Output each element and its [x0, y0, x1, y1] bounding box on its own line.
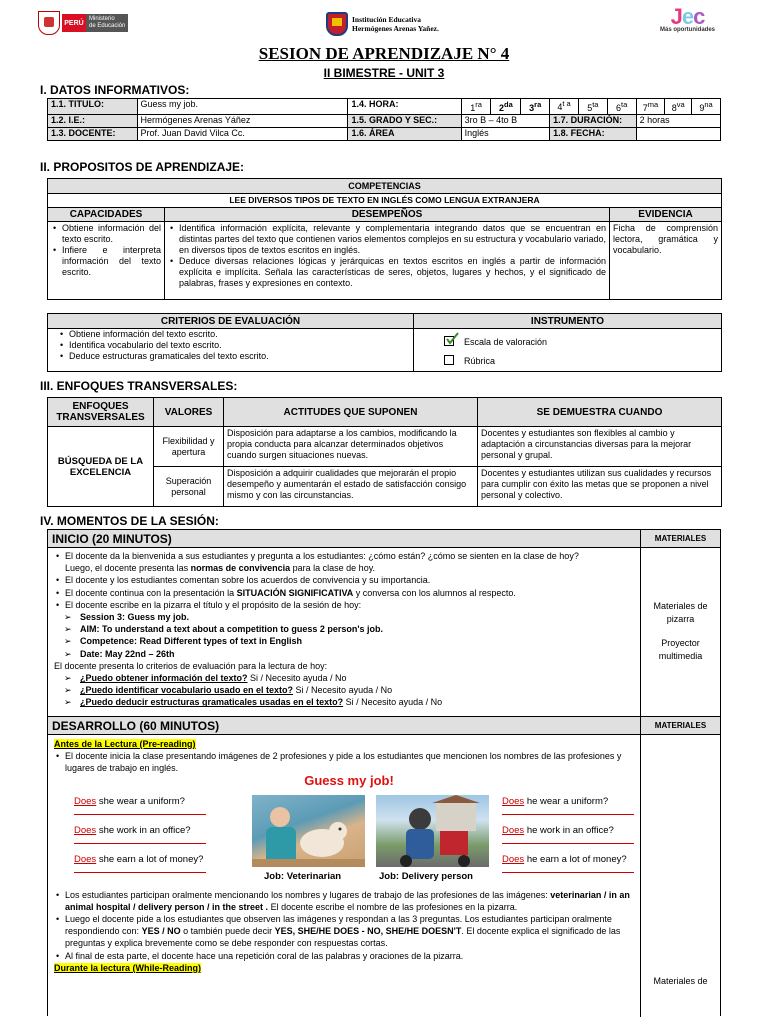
minedu-logo: [38, 10, 138, 36]
area-value: Inglés: [461, 128, 549, 141]
docente-label: 1.3. DOCENTE:: [48, 128, 138, 141]
peru-label: PERÚ: [62, 14, 86, 32]
docente-value: Prof. Juan David Vilca Cc.: [137, 128, 348, 141]
section-momentos-heading: IV. MOMENTOS DE LA SESIÓN:: [40, 514, 219, 528]
hora-cell: $3^{ra}$: [521, 99, 550, 115]
criterio-question: ➢ ¿Puedo obtener información del texto? Si / Necesito ayuda / No: [54, 672, 634, 684]
list-item: • Infiere e interpreta información del texto escrito.: [51, 245, 161, 278]
caption-veterinarian: Job: Veterinarian: [264, 870, 342, 882]
competencias-header: COMPETENCIAS: [48, 179, 722, 194]
enfoques-table: [47, 397, 722, 507]
criterios-header: CRITERIOS DE EVALUACIÓN: [48, 314, 414, 329]
inicio-content: [48, 548, 641, 716]
material-item: Materiales de: [653, 976, 708, 986]
caption-delivery: Job: Delivery person: [379, 870, 473, 882]
desarrollo-box: [47, 716, 721, 1016]
hora-cell: $8^{va}$: [665, 99, 692, 115]
jec-logo: Jec Más oportunidades: [660, 4, 716, 33]
criterio-question: ➢ ¿Puedo deducir estructuras gramaticales usadas en el texto? Si / Necesito ayuda / No: [54, 696, 634, 708]
actitud-cell: Disposición para adaptarse a los cambios, modificando la propia conducta para alcanzar determinados objetivos cuando surgen situaciones nuevas.: [224, 427, 478, 467]
materiales-header: MATERIALES: [654, 534, 707, 543]
materiales-header: MATERIALES: [654, 721, 707, 730]
criterios-cell: [48, 329, 414, 372]
hora-cell: $6^{ta}$: [607, 99, 636, 115]
desempenos-header: DESEMPEÑOS: [165, 208, 610, 222]
purpose-item: ➢ AIM: To understand a text about a competition to guess 2 person's job.: [54, 623, 634, 635]
duracion-value: 2 horas: [636, 115, 720, 128]
instrumento-header: INSTRUMENTO: [414, 314, 722, 329]
list-item: • Identifica información explícita, relevante y complementaria integrando datos que se encuentran en distintas partes del texto que contienen varios elementos complejos en su estructura y vocabulario variado, en diversos tipos de textos escritos en inglés.: [168, 223, 606, 256]
purpose-item: ➢ Competence: Read Different types of text in English: [54, 635, 634, 647]
question-left: Does she earn a lot of money?: [74, 854, 203, 866]
demuestra-header: SE DEMUESTRA CUANDO: [478, 398, 722, 427]
checkbox-checked-icon[interactable]: [444, 336, 454, 346]
list-item: • El docente inicia la clase presentando imágenes de 2 profesiones y pide a los estudiantes que mencionen los nombres de las profesiones y lugares de trabajo en inglés.: [54, 750, 634, 774]
hora-cell: $5^{ta}$: [578, 99, 607, 115]
list-item: • El docente continua con la presentación la SITUACIÓN SIGNIFICATIVA y conversa con los alumnos al respecto.: [54, 587, 634, 599]
datos-informativos-table: [47, 98, 721, 141]
instrument-option[interactable]: [444, 352, 721, 371]
valor-cell: Superación personal: [154, 467, 224, 507]
question-left: Does she work in an office?: [74, 825, 191, 837]
list-item: • Luego el docente pide a los estudiantes que observen las imágenes y respondan a las 3 preguntas. Los estudiantes participan oralmente respondiendo con: YES / NO o también puede decir YES, SHE/HE DOES - NO, SHE/HE DOESN'T. El docente explica el significado de las preguntas y explica brevemente como se debe responder con respuestas cortas.: [54, 913, 634, 950]
list-item: • Al final de esta parte, el docente hace una repetición coral de las palabras y oraciones de la pizarra.: [54, 950, 634, 962]
antes-label: Antes de la Lectura (Pre-reading): [54, 739, 196, 749]
valor-cell: Flexibilidad y apertura: [154, 427, 224, 467]
evidencia-header: EVIDENCIA: [610, 208, 722, 222]
peru-coat-of-arms-icon: [38, 11, 60, 35]
durante-label: Durante la lectura (While-Reading): [54, 962, 202, 973]
criterio-question: ➢ ¿Puedo identificar vocabulario usado en el texto? Si / Necesito ayuda / No: [54, 684, 634, 696]
section-enfoques-heading: III. ENFOQUES TRANSVERSALES:: [40, 379, 238, 393]
instrumento-cell: [414, 329, 722, 372]
titulo-label: 1.1. TITULO:: [48, 99, 138, 115]
demuestra-cell: Docentes y estudiantes utilizan sus cualidades y recursos para cumplir con éxito las metas que se proponen a nivel personal y colectivo.: [478, 467, 722, 507]
desarrollo-materiales: [641, 735, 720, 1017]
question-right: Does he work in an office?: [502, 825, 614, 837]
hora-label: 1.4. HORA:: [348, 99, 461, 115]
competencia-text: LEE DIVERSOS TIPOS DE TEXTO EN INGLÉS COMO LENGUA EXTRANJERA: [48, 194, 722, 208]
section-propositos-heading: II. PROPOSITOS DE APRENDIZAJE:: [40, 160, 245, 174]
criterios-intro: El docente presenta lo criterios de evaluación para la lectura de hoy:: [54, 660, 328, 671]
demuestra-cell: Docentes y estudiantes son flexibles al cambio y adaptación a circunstancias diversas para la mejorar personal y grupal.: [478, 427, 722, 467]
purpose-item: ➢ Session 3: Guess my job.: [54, 611, 634, 623]
ministry-label: Ministerio de Educación: [86, 14, 128, 32]
material-item: Materiales de pizarra: [653, 601, 708, 624]
ie-value: Hermógenes Arenas Yáñez: [137, 115, 348, 128]
list-item: • Obtiene información del texto escrito.: [51, 223, 161, 245]
school-crest-icon: [326, 12, 348, 36]
inicio-materiales: [641, 548, 720, 716]
school-header: [326, 12, 439, 36]
school-line-1: Institución Educativa: [352, 15, 421, 24]
jec-tagline: Más oportunidades: [660, 27, 716, 33]
section-datos-heading: I. DATOS INFORMATIVOS:: [40, 83, 190, 97]
hora-cell: $4^{t a}$: [550, 99, 579, 115]
list-item: • Obtiene información del texto escrito.: [58, 329, 410, 340]
guess-title: Guess my job!: [304, 772, 394, 788]
purpose-item: ➢ Date: May 22nd – 26th: [54, 648, 634, 660]
list-item: • El docente da la bienvenida a sus estudiantes y pregunta a los estudiantes: ¿cómo están? ¿cómo se sienten en la clase de hoy? Luego, el docente presenta las normas de convivencia para la clase de hoy.: [54, 550, 634, 574]
list-item: • Identifica vocabulario del texto escrito.: [58, 340, 410, 351]
enfoques-header: ENFOQUES TRANSVERSALES: [48, 398, 154, 427]
instrument-label: Rúbrica: [464, 356, 496, 366]
inicio-heading: INICIO (20 MINUTOS): [48, 530, 641, 547]
instrument-label: Escala de valoración: [464, 337, 548, 347]
duracion-label: 1.7. DURACIÓN:: [550, 115, 636, 128]
capacidades-header: CAPACIDADES: [48, 208, 165, 222]
hora-cell: $7^{ma}$: [636, 99, 665, 115]
checkbox-icon[interactable]: [444, 355, 454, 365]
material-item: Proyector multimedia: [658, 638, 703, 661]
list-item: • Deduce estructuras gramaticales del texto escrito.: [58, 351, 410, 362]
inicio-box: [47, 529, 721, 717]
instrument-option[interactable]: [444, 333, 721, 352]
hora-cell: $1^{ra}$: [461, 99, 491, 115]
fecha-label: 1.8. FECHA:: [550, 128, 636, 141]
desarrollo-heading: DESARROLLO (60 MINUTOS): [48, 717, 641, 734]
hora-cell: $2^{da}$: [491, 99, 521, 115]
propositos-table: [47, 178, 722, 300]
list-item: • Los estudiantes participan oralmente mencionando los nombres y lugares de trabajo de las profesiones de las imágenes: veterinarian / in an animal hospital / delivery person / in the street . El docente escribe el nombre de las profesiones en la pizarra.: [54, 889, 634, 913]
area-label: 1.6. ÁREA: [348, 128, 461, 141]
school-line-2: Hermógenes Arenas Yañez.: [352, 24, 439, 33]
veterinarian-image: [252, 795, 365, 867]
capacidades-cell: [48, 222, 165, 300]
valores-header: VALORES: [154, 398, 224, 427]
delivery-person-image: [376, 795, 489, 867]
actitud-cell: Disposición a adquirir cualidades que mejorarán el propio desempeño y aumentarán el estado de satisfacción consigo mismo y con las circunstancias.: [224, 467, 478, 507]
page-subtitle: II BIMESTRE - UNIT 3: [323, 66, 445, 80]
criterios-table: [47, 313, 722, 372]
ie-label: 1.2. I.E.:: [48, 115, 138, 128]
fecha-value: [636, 128, 720, 141]
list-item: • El docente escribe en la pizarra el título y el propósito de la sesión de hoy:: [54, 599, 634, 611]
question-left: Does she wear a uniform?: [74, 796, 185, 808]
grado-label: 1.5. GRADO Y SEC.:: [348, 115, 461, 128]
list-item: • Deduce diversas relaciones lógicas y jerárquicas en textos escritos en inglés a partir de información explícita e implícita. Señala las características de seres, objetos, lugares y hechos, y el significado de palabras, frases y expresiones en contexto.: [168, 256, 606, 289]
page-title: SESION DE APRENDIZAJE N° 4: [258, 44, 510, 63]
titulo-value: Guess my job.: [137, 99, 348, 115]
actitudes-header: ACTITUDES QUE SUPONEN: [224, 398, 478, 427]
question-right: Does he earn a lot of money?: [502, 854, 627, 866]
list-item: • El docente y los estudiantes comentan sobre los acuerdos de convivencia y su importancia.: [54, 574, 634, 586]
hora-cell: $9^{na}$: [692, 99, 721, 115]
desempenos-cell: [165, 222, 610, 300]
question-right: Does he wear a uniform?: [502, 796, 608, 808]
enfoque-cell: BÚSQUEDA DE LA EXCELENCIA: [48, 427, 154, 507]
guess-my-job-activity: [54, 772, 634, 887]
grado-value: 3ro B – 4to B: [461, 115, 549, 128]
desarrollo-content: [48, 735, 641, 1017]
evidencia-cell: Ficha de comprensión lectora, gramática y vocabulario.: [610, 222, 722, 300]
